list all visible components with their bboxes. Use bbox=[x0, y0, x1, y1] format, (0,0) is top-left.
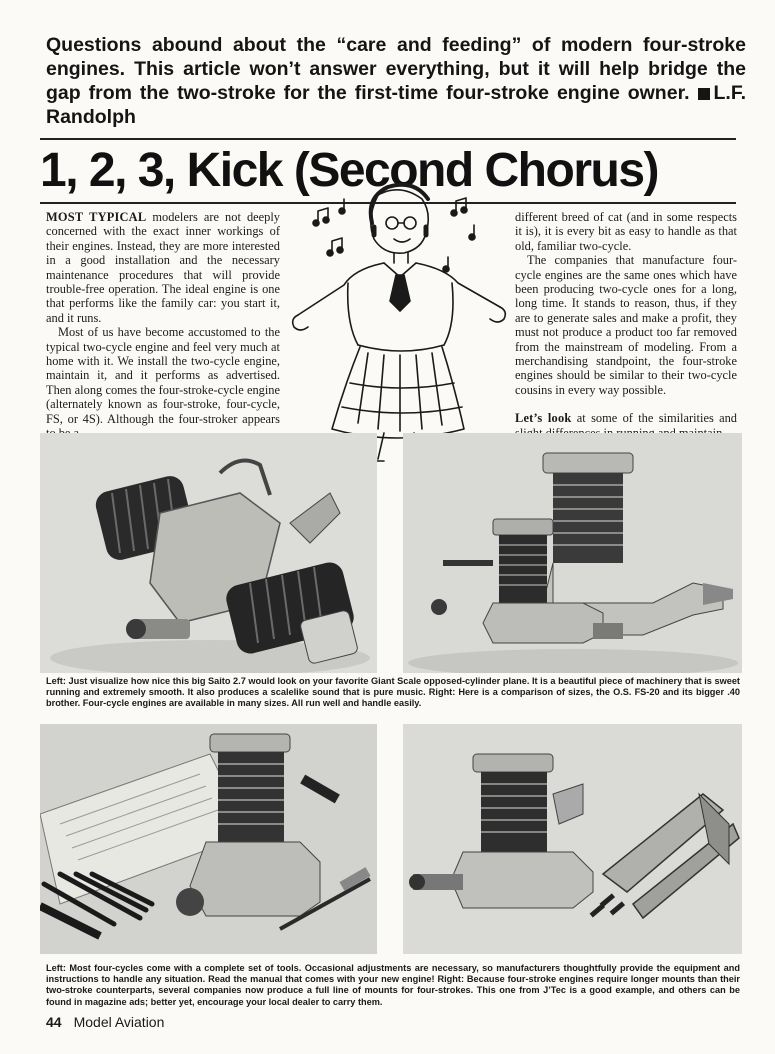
engine-photo-art bbox=[40, 724, 377, 954]
body-column-right bbox=[515, 210, 737, 440]
page-footer bbox=[46, 1013, 164, 1031]
body-paragraph: Let’s look at some of the similarities and bbox=[515, 411, 737, 426]
article-deck bbox=[46, 33, 746, 129]
engine-photo-art bbox=[40, 433, 377, 673]
body-paragraph: The companies that manufacture four-cycle engines are the same ones which have been producing two-cycle ones for a long, long time. It stands to reason, thus, if they are to generate sales and make a profit, they must not produce a product too far removed from the mainstream of modeling. From a merchandising standpoint, the four-stroke engines should be similar to their two-cycle cousins in every way possible. bbox=[515, 253, 737, 397]
illustration-art bbox=[288, 183, 510, 468]
body-paragraph: Most of us have become accustomed to the typical two-cycle engine and feel very much at home with it. We install the two-cycle engine, maintain it, and it performs as advertised. Then along comes the four-stroke-cycle engine (alternately known as four-stroke, four-cycle, FS, or 4S). Although the four-stroker appears bbox=[46, 325, 280, 426]
body-column-left bbox=[46, 210, 280, 441]
body-paragraph: different breed of cat (and in some respects it is), it is every bit as easy to handle as that old, familiar two-cycle. bbox=[515, 210, 737, 253]
photo-size-comparison-engines bbox=[403, 433, 742, 673]
photo-engine-and-mount bbox=[403, 724, 742, 954]
photo-engine-with-tools bbox=[40, 724, 377, 954]
dancing-woman-illustration bbox=[288, 183, 510, 468]
deck-author: L.F. Randolph bbox=[46, 82, 746, 128]
engine-photo-art bbox=[403, 724, 742, 954]
publication-name: Model Aviation bbox=[73, 1014, 165, 1030]
photo-caption-bottom: Left: Most four-cycles come with a complete set of tools. Occasional adjustments are necessary, so manufacturers thoughtfully provide the equipment and instructions to handle any situation. Read the manual that comes with your new engine! Right: Because four-stroke engines require longer mounts than their two-stroke counterparts, several companies now produce a full line of mounts for four-strokes. This one from J’Tec is a good example, and others can be found in magazine ads; better yet, encourage your local dealer to carry them. bbox=[46, 963, 740, 1007]
article-headline: 1, 2, 3, Kick (Second Chorus) bbox=[40, 144, 658, 197]
body-paragraph: MOST TYPICAL modelers are not deeply concerned with the exact inner workings of their engines. Instead, they are more interested in a good installation and the necessary maintenance procedures that will provide trouble-free operation. The ideal engine is one that performs like the family car: you start it, and it runs. bbox=[46, 210, 280, 325]
lead-in: MOST TYPICAL bbox=[46, 210, 147, 224]
photo-caption-top: Left: Just visualize how nice this big Saito 2.7 would look on your favorite Giant Scale opposed-cylinder plane. It is a beautiful piece of machinery that is sweet running and extremely smooth. It also produces a scalelike sound that is pure music. Right: Here is a comparison of sizes, the O.S. FS-20 and its bigger .40 brother. Four-cycle engines are available in many sizes. All run well and handle easily. bbox=[46, 676, 740, 709]
page-number: 44 bbox=[46, 1014, 62, 1030]
deck-text: Questions abound about the “care and feeding” of modern four-stroke engines. This article won’t answer everything, but it will help bridge the gap from the two-stroke for the first-time four-stroke engine owner. bbox=[46, 34, 746, 104]
photo-opposed-twin-engine bbox=[40, 433, 377, 673]
lead-in: Let’s look bbox=[515, 411, 572, 426]
engine-photo-art bbox=[403, 433, 742, 673]
